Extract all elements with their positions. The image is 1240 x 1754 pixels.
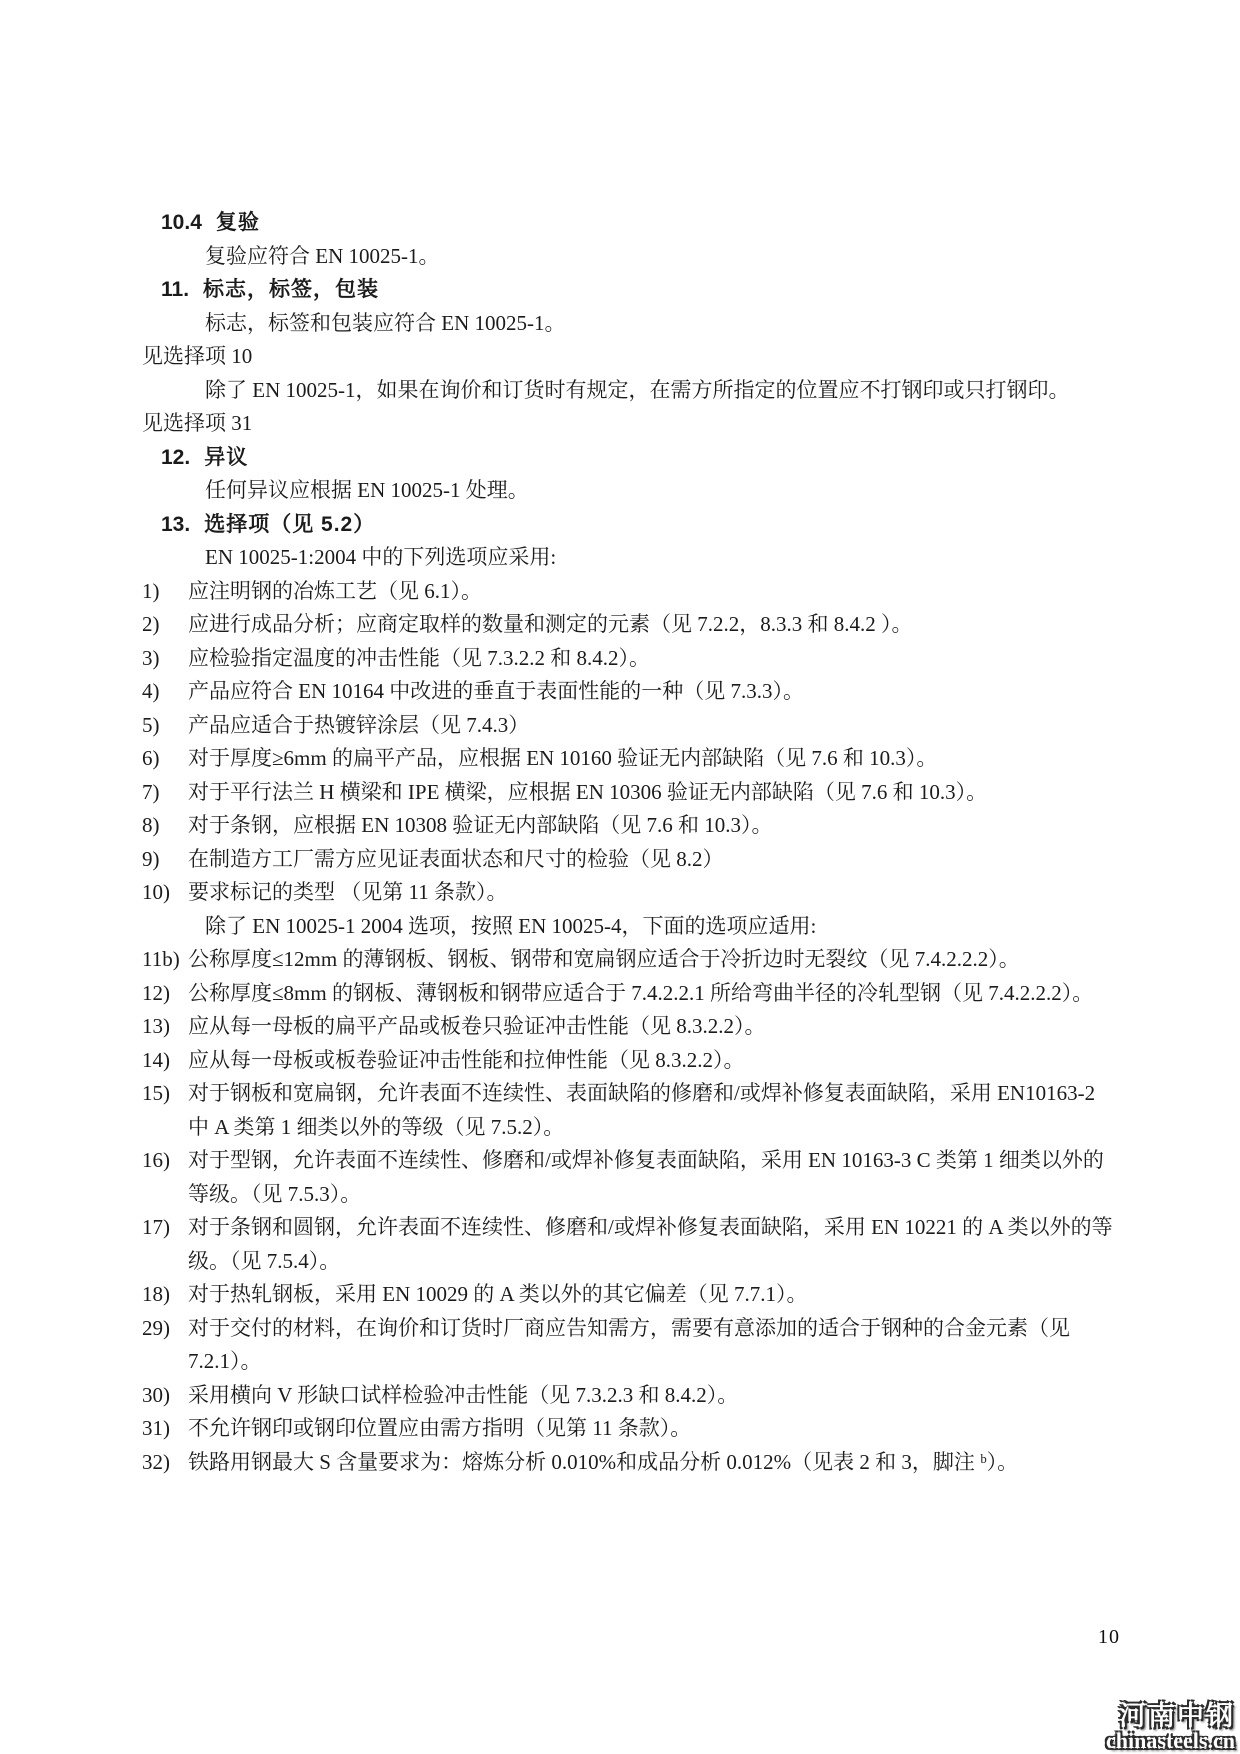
watermark-logo-text: 河南中钢 [1119,1701,1235,1731]
heading-number: 13. [161,512,191,536]
list-item-text: 对于平行法兰 H 横梁和 IPE 横梁，应根据 EN 10306 验证无内部缺陷（见 7.6 和 10.3）。 [188,779,988,804]
heading-text: 选择项（见 5.2） [204,512,376,536]
document-body [142,206,1120,1479]
list-item-text: 对于条钢，应根据 EN 10308 验证无内部缺陷（见 7.6 和 10.3）。 [188,813,773,837]
paragraph-text: 见选择项 10 [142,344,253,368]
paragraph-text: 任何异议应根据 EN 10025-1 处理。 [205,478,529,502]
paragraph-text: 除了 EN 10025-1 2004 选项，按照 EN 10025-4，下面的选项应适用: [205,913,817,938]
list-item [142,843,1120,877]
list-item-number: 14) [142,1047,170,1072]
list-item-text: 公称厚度≤12mm 的薄钢板、钢板、钢带和宽扁钢应适合于冷折边时无裂纹（见 7.4.2.2.2）。 [188,947,1020,971]
list-item [142,1144,1120,1211]
list-item-text: 产品应符合 EN 10164 中改进的垂直于表面性能的一种（见 7.3.3）。 [188,679,804,703]
list-item-number: 13) [142,1014,170,1038]
list-item-text: 在制造方工厂需方应见证表面状态和尺寸的检验（见 8.2） [188,846,724,871]
section-heading [161,273,1120,307]
list-item [142,1278,1120,1312]
list-item-text: 对于条钢和圆钢，允许表面不连续性、修磨和/或焊补修复表面缺陷，采用 EN 10221 的 A 类以外的等级。（见 7.5.4）。 [188,1215,1113,1273]
list-item-text: 不允许钢印或钢印位置应由需方指明（见第 11 条款）。 [188,1416,692,1440]
list-item-text: 应注明钢的冶炼工艺（见 6.1）。 [188,578,482,603]
list-item [142,1379,1120,1413]
list-item-number: 12) [142,980,170,1005]
list-item-text: 对于热轧钢板，采用 EN 10029 的 A 类以外的其它偏差（见 7.7.1）。 [188,1282,808,1306]
list-item-text: 应进行成品分析；应商定取样的数量和测定的元素（见 7.2.2，8.3.3 和 8.4.2 ）。 [188,612,913,636]
paragraph [142,541,1120,575]
list-item-text: 应从每一母板的扁平产品或板卷只验证冲击性能（见 8.3.2.2）。 [188,1014,766,1038]
paragraph-text: 见选择项 31 [142,411,253,435]
list-item-number: 7) [142,779,160,804]
list-item [142,776,1120,810]
heading-text: 标志，标签，包装 [203,278,380,301]
list-item [142,608,1120,642]
list-item [142,575,1120,609]
list-item-text: 对于厚度≥6mm 的扁平产品，应根据 EN 10160 验证无内部缺陷（见 7.6 和 10.3）。 [188,746,938,770]
paragraph-text: EN 10025-1:2004 中的下列选项应采用: [205,545,557,569]
list-item-text: 要求标记的类型 （见第 11 条款）。 [188,880,508,904]
list-item-number: 16) [142,1148,170,1172]
list-item-number: 4) [142,679,160,703]
list-item [142,1412,1120,1446]
list-item [142,1211,1120,1278]
list-item [142,1010,1120,1044]
list-item [142,1044,1120,1078]
list-item [142,1077,1120,1144]
list-item-text: 对于交付的材料，在询价和订货时厂商应告知需方，需要有意添加的适合于钢种的合金元素（见 7.2.1）。 [188,1315,1070,1373]
list-item [142,642,1120,676]
list-item [142,876,1120,910]
list-item [142,742,1120,776]
list-item-number: 5) [142,712,160,737]
heading-text: 复验 [215,211,260,234]
section-heading [161,441,1120,475]
list-item-number: 31) [142,1416,170,1440]
list-item-number: 6) [142,746,160,770]
paragraph [142,910,1120,944]
list-item-text: 公称厚度≤8mm 的钢板、薄钢板和钢带应适合于 7.4.2.2.1 所给弯曲半径的冷轧型钢（见 7.4.2.2.2）。 [188,980,1094,1005]
list-item-number: 1) [142,578,160,603]
section-heading [161,206,1120,240]
list-item-text: 对于型钢，允许表面不连续性、修磨和/或焊补修复表面缺陷，采用 EN 10163-3 C 类第 1 细类以外的等级。（见 7.5.3）。 [188,1148,1104,1206]
list-item-number: 18) [142,1282,170,1306]
heading-text: 异议 [204,445,249,469]
list-item-number: 17) [142,1215,170,1239]
option-note [142,340,1120,374]
list-item-text: 应检验指定温度的冲击性能（见 7.3.2.2 和 8.4.2）。 [188,645,650,670]
list-item [142,809,1120,843]
watermark [1106,1703,1235,1752]
list-item [142,977,1120,1011]
list-item-number: 8) [142,813,160,837]
list-item [142,943,1120,977]
list-item-text: 应从每一母板或板卷验证冲击性能和拉伸性能（见 8.3.2.2）。 [188,1047,745,1072]
list-item-text: 产品应适合于热镀锌涂层（见 7.4.3） [188,712,530,737]
list-item-number: 29) [142,1315,170,1340]
paragraph-text: 除了 EN 10025-1，如果在询价和订货时有规定，在需方所指定的位置应不打钢印或只打钢印。 [205,377,1070,402]
paragraph-text: 复验应符合 EN 10025-1。 [205,243,440,268]
list-item-number: 2) [142,612,160,636]
list-item-text: 铁路用钢最大 S 含量要求为：熔炼分析 0.010%和成品分析 0.012%（见表 2 和 3，脚注 ᵇ）。 [188,1449,1019,1474]
list-item-number: 10) [142,880,170,904]
list-item-number: 30) [142,1382,170,1407]
heading-number: 12. [161,445,191,469]
page-number: 10 [1098,1626,1120,1648]
list-item-number: 3) [142,645,160,670]
paragraph [142,374,1120,408]
list-item-number: 9) [142,846,160,871]
list-item [142,1446,1120,1480]
list-item [142,675,1120,709]
option-note [142,407,1120,441]
section-heading [161,508,1120,542]
heading-number: 10.4 [161,211,202,234]
paragraph [142,474,1120,508]
heading-number: 11. [161,278,190,301]
list-item-number: 15) [142,1081,170,1105]
paragraph-text: 标志，标签和包装应符合 EN 10025-1。 [205,310,566,335]
list-item-number: 32) [142,1449,170,1474]
list-item-number: 11b) [142,947,180,971]
paragraph [142,307,1120,341]
list-item [142,709,1120,743]
watermark-site-url: chinasteels.cn [1106,1728,1235,1753]
list-item-text: 采用横向 V 形缺口试样检验冲击性能（见 7.3.2.3 和 8.4.2）。 [188,1382,739,1407]
paragraph [142,240,1120,274]
list-item [142,1312,1120,1379]
list-item-text: 对于钢板和宽扁钢，允许表面不连续性、表面缺陷的修磨和/或焊补修复表面缺陷，采用 EN10163-2 中 A 类第 1 细类以外的等级（见 7.5.2）。 [188,1081,1096,1139]
